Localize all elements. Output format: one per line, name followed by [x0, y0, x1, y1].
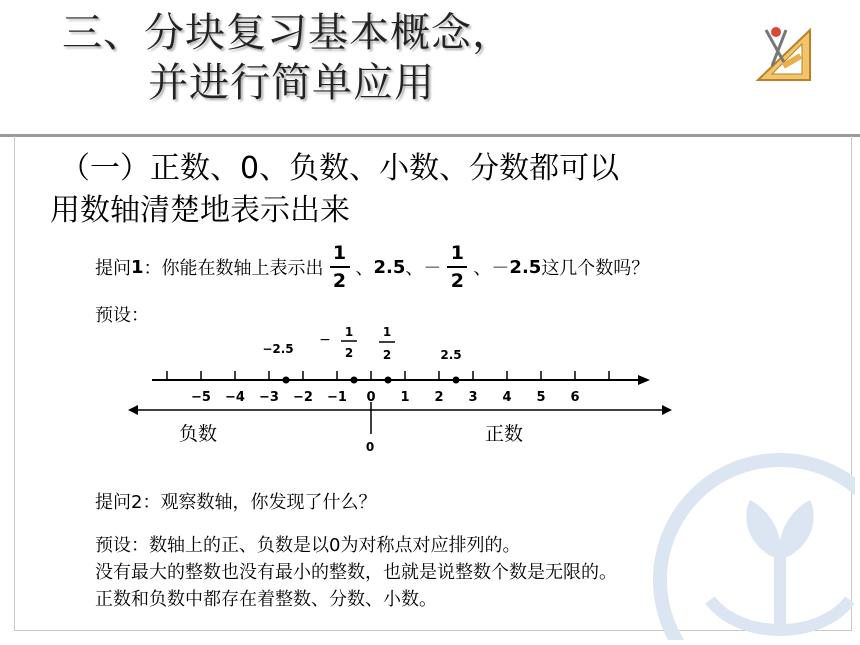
fraction-bar — [447, 266, 467, 268]
separator: 、 — [355, 258, 374, 279]
number-line-diagram — [120, 318, 680, 462]
value-2-5: 2.5 — [373, 256, 406, 278]
fraction-negative-half — [447, 242, 467, 292]
question-1-prefix: 提问 — [95, 258, 131, 279]
section-heading — [50, 148, 619, 232]
fraction-denominator: 2 — [450, 270, 465, 292]
origin-label: 0 — [365, 440, 375, 454]
bracket-left-arrow-icon — [128, 405, 138, 415]
tick-label: 3 — [468, 390, 478, 405]
math-tools-logo-icon — [752, 22, 816, 90]
label-half-den: 2 — [382, 348, 392, 362]
number-point — [385, 377, 392, 384]
fraction-one-half — [330, 242, 350, 292]
tick-label: 0 — [366, 390, 376, 405]
tick-label: 1 — [400, 390, 410, 405]
answer-line-1: 预设：数轴上的正、负数是以0为对称点对应排列的。 — [95, 535, 521, 556]
tick-label: 5 — [536, 390, 546, 405]
tick-group — [167, 371, 609, 405]
tick-label: 4 — [502, 390, 512, 405]
fraction-bar — [330, 266, 350, 268]
tick-label: −5 — [191, 390, 211, 405]
tick-label: −1 — [327, 390, 347, 405]
label-neg-2-5: −2.5 — [262, 342, 294, 356]
watermark-plant-icon — [640, 440, 855, 644]
answer-line-2: 没有最大的整数也没有最小的整数，也就是说整数个数是无限的。 — [95, 562, 617, 583]
tick-label: 2 — [434, 390, 444, 405]
question-1-text: ：你能在数轴上表示出 — [143, 258, 324, 279]
separator-minus: 、－ — [405, 258, 442, 279]
fraction-numerator: 1 — [332, 242, 347, 264]
title-line-1: 三、分块复习基本概念， — [62, 10, 513, 56]
label-neg-half-num: 1 — [344, 325, 354, 339]
question-1-suffix: 这几个数吗？ — [541, 258, 650, 279]
title-line-2: 并进行简单应用 — [148, 60, 435, 106]
separator-minus: 、－ — [473, 258, 510, 279]
label-2-5: 2.5 — [440, 348, 462, 362]
preset-label: 预设： — [95, 305, 149, 326]
answer-line-3: 正数和负数中都存在着整数、分数、小数。 — [95, 589, 437, 610]
negative-numbers-label: 负数 — [178, 423, 218, 445]
fraction-numerator: 1 — [450, 242, 465, 264]
label-neg-half-sign: − — [319, 332, 331, 348]
section-heading-line-1: （一）正数、0、负数、小数、分数都可以 — [60, 151, 620, 186]
section-heading-line-2: 用数轴清楚地表示出来 — [50, 193, 350, 228]
answer-block — [95, 532, 617, 613]
question-1-number: 1 — [131, 256, 144, 278]
question-2: 提问2：观察数轴，你发现了什么？ — [95, 492, 377, 513]
tick-label: −2 — [293, 390, 313, 405]
tick-label: 6 — [570, 390, 580, 405]
number-point — [283, 377, 290, 384]
value-neg-2-5: 2.5 — [509, 256, 542, 278]
number-point — [351, 377, 358, 384]
slide-title — [62, 8, 513, 108]
bracket-right-arrow-icon — [662, 405, 672, 415]
tick-label: −3 — [259, 390, 279, 405]
tick-label: −4 — [225, 390, 245, 405]
label-neg-half-den: 2 — [344, 346, 354, 360]
positive-numbers-label: 正数 — [484, 423, 524, 445]
question-1 — [95, 240, 649, 294]
label-half-num: 1 — [382, 325, 392, 339]
axis-arrow-icon — [638, 375, 650, 385]
fraction-denominator: 2 — [332, 270, 347, 292]
number-point — [453, 377, 460, 384]
